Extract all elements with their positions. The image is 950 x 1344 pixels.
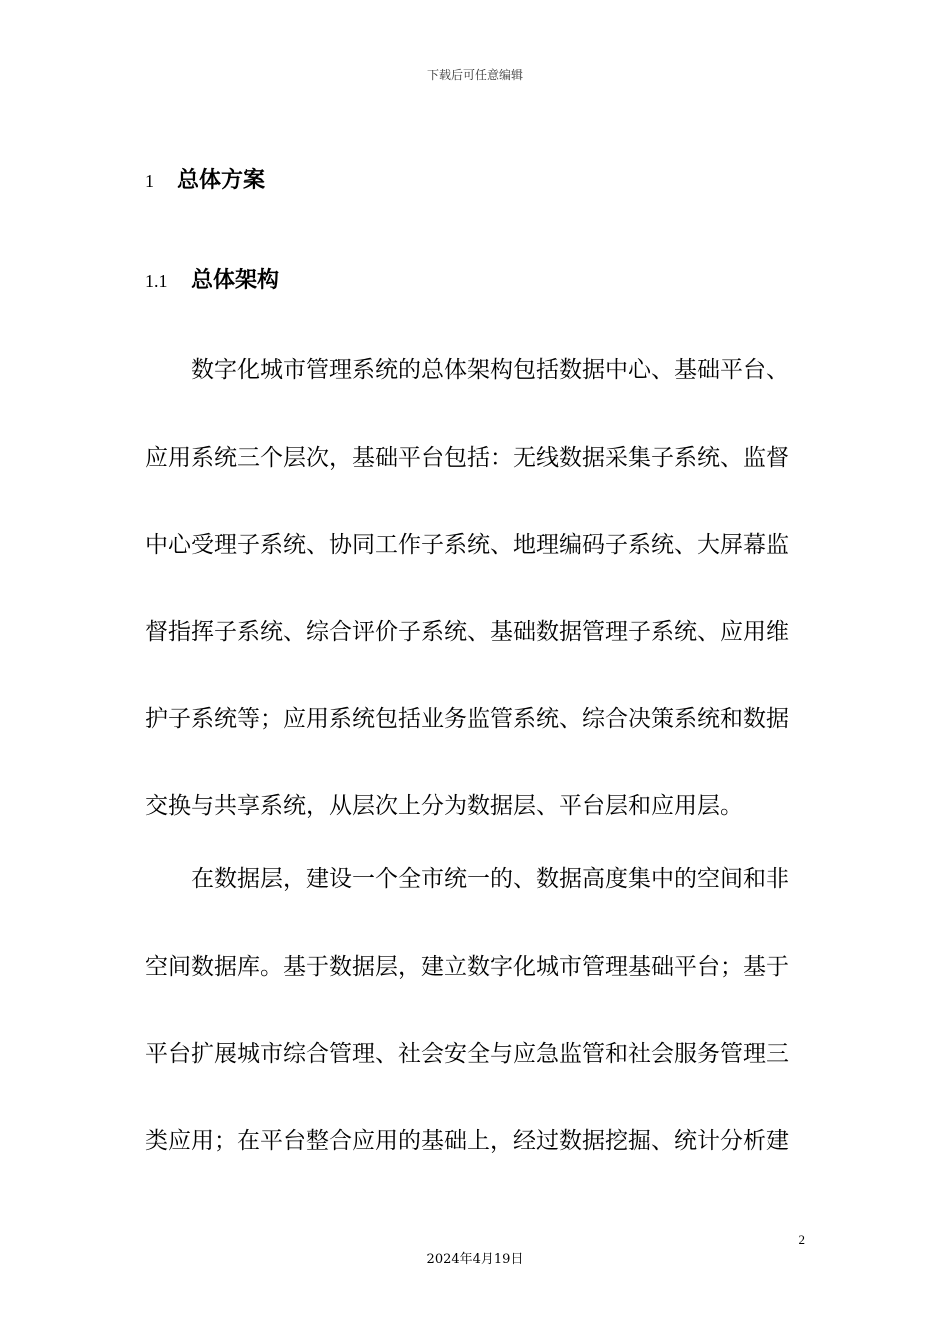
- paragraph-line: 交换与共享系统，从层次上分为数据层、平台层和应用层。: [145, 793, 743, 819]
- paragraph-line: 类应用；在平台整合应用的基础上，经过数据挖掘、统计分析建: [145, 1128, 789, 1154]
- paragraph-line: 护子系统等；应用系统包括业务监管系统、综合决策系统和数据: [145, 706, 789, 732]
- subsection-title: 总体架构: [191, 268, 280, 293]
- paragraph-line: 空间数据库。基于数据层，建立数字化城市管理基础平台；基于: [145, 954, 789, 980]
- subsection-number: 1.1: [145, 271, 168, 291]
- section-number: 1: [145, 171, 154, 191]
- section-heading: [145, 163, 265, 194]
- paragraph-line: 应用系统三个层次，基础平台包括：无线数据采集子系统、监督: [145, 445, 789, 471]
- paragraph-line: 在数据层，建设一个全市统一的、数据高度集中的空间和非: [191, 866, 789, 892]
- subsection-heading: [145, 263, 279, 294]
- footer-date: 2024年4月19日: [426, 1252, 524, 1267]
- paragraph-line: 平台扩展城市综合管理、社会安全与应急监管和社会服务管理三: [145, 1041, 789, 1067]
- page-number: 2: [798, 1232, 805, 1247]
- section-title: 总体方案: [177, 168, 266, 193]
- paragraph-line: 数字化城市管理系统的总体架构包括数据中心、基础平台、: [191, 357, 789, 383]
- paragraph-line: 督指挥子系统、综合评价子系统、基础数据管理子系统、应用维: [145, 619, 789, 645]
- header-note: 下载后可任意编辑: [426, 68, 523, 82]
- paragraph-line: 中心受理子系统、协同工作子系统、地理编码子系统、大屏幕监: [145, 532, 789, 558]
